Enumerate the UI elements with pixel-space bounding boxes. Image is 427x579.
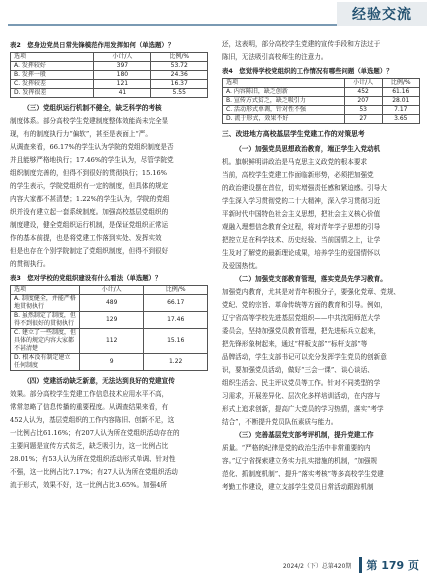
table2-caption: 表2 您身边党员日常先锋模范作用发挥如何（单选题）？	[10, 41, 175, 49]
sub-heading-3: （三）完善基层党支部考评机制，提升党建工作	[235, 431, 374, 439]
text-line: 机。旗帜鲜明讲政治是马克思主义政党的根本要求	[222, 158, 368, 166]
text-line: 组织制度完善的，但得不到很好的贯彻执行；15.16%	[10, 169, 168, 177]
text-line: 制度体系。部分高校学生党建制度整体效能尚未完全显	[10, 117, 169, 125]
text-line: 党纪、党的宗旨、革命传统等方面的教育和引导。例如，	[222, 301, 387, 309]
text-line: 陈旧，无法吸引高校师生的注意力。	[222, 53, 328, 61]
cell: 397	[94, 62, 151, 71]
text-line: 辽宁省高等学校先进基层党组织——中共沈阳师范大学	[222, 314, 381, 322]
table-row	[11, 71, 208, 80]
body-text-2	[10, 375, 208, 492]
body-text-1	[10, 102, 208, 271]
col-percent: 比例/%	[382, 79, 419, 88]
cell: 24.36	[151, 71, 208, 80]
cell: 15.16	[144, 329, 208, 354]
body-text-5	[222, 286, 420, 429]
cell: 28.01	[382, 97, 419, 106]
text-line: 品牌活动，学生支部书记可以充分发挥学生党员的创新意	[222, 353, 387, 361]
cell: 3.65	[382, 115, 419, 124]
cell: 489	[80, 295, 144, 312]
table4	[222, 67, 420, 124]
table-header	[11, 286, 208, 295]
text-line: 平新时代中国特色社会主义思想，把社会主义核心价值	[222, 210, 381, 218]
text-line: 形式上追求创新，提高广大党员的学习热情，落实“考学	[222, 405, 384, 413]
cell: 121	[94, 80, 151, 89]
text-line: 当前，高校学生党建工作面临新形势，必须把加强党	[222, 171, 374, 179]
text-line: 452人认为，基层党组织的工作内容陈旧、创新不足，这	[10, 416, 175, 424]
cell: A. 内容陈旧，缺乏创新	[223, 88, 345, 97]
table-row	[223, 88, 420, 97]
text-line: 组织生活会、民主评议党员等工作。针对不同类型的学	[222, 379, 381, 387]
header-bar	[0, 0, 427, 26]
text-line: 制度建设，健全党组织运行机制，是保证党组织正常运	[10, 221, 169, 229]
sub-heading-1: （一）加强党员思想政治教育，端正学生入党动机	[235, 145, 381, 153]
text-line: 生及对了解党的最新理论成果，培养学生的爱国情怀以	[222, 249, 381, 257]
col-option: 选项	[223, 79, 345, 88]
text-line: 结合”，不断提升党员队伍素质与能力。	[222, 418, 338, 426]
cell: 7.17	[382, 106, 419, 115]
text-line: 28.01%；有53人认为所在党组织活动形式单调、针对性	[10, 455, 176, 463]
cell: 5.55	[151, 89, 208, 98]
text-line: 但是也存在个别学院制定了党组织制度，但得不到很好	[10, 247, 169, 255]
text-line: 主要问题是宣传方式贫乏，缺乏吸引力，这一比例占比	[10, 442, 169, 450]
cell: B. 宣传方式贫乏，缺乏吸引力	[223, 97, 345, 106]
table-header	[223, 79, 420, 88]
text-line: 把控立足在科学技术、历史经验、当前国情之上，让学	[222, 236, 381, 244]
table-row	[11, 312, 208, 329]
right-column	[222, 38, 420, 494]
cell: 66.17	[144, 295, 208, 312]
text-line: 作的基本前提，也是将党建工作落到实处、发挥实效	[10, 234, 162, 242]
text-line: 效果。部分高校学生党建工作信息技术应用水平不高，	[10, 390, 169, 398]
table3	[10, 274, 208, 371]
col-count: 小计/人	[344, 79, 382, 88]
text-line: 现，有的制度执行力“偏软”，甚至是表面上“严。	[10, 130, 152, 138]
text-line: 一比例占比61.16%；有207人认为所在党组织活动存在的	[10, 429, 180, 437]
col-percent: 比例/%	[151, 53, 208, 62]
col-count: 小计/人	[80, 286, 144, 295]
text-line: 学生深入学习贯彻党的二十大精神，深入学习贯彻习近	[222, 197, 381, 205]
table4-caption: 表4 您觉得学校党组织的工作情况有哪些问题（单选题）？	[222, 67, 393, 75]
cell: 61.16	[382, 88, 419, 97]
cell: D. 发挥很差	[11, 89, 94, 98]
col-percent: 比例/%	[144, 286, 208, 295]
table-row	[11, 62, 208, 71]
cell: 41	[94, 89, 151, 98]
text-line: 把先锋形象树起来，通过“样板支部”“标杆支部”等	[222, 340, 368, 348]
cell: 53	[344, 106, 382, 115]
cell: A. 制度健全，并能严格地贯彻执行	[11, 295, 80, 312]
table-row	[11, 329, 208, 354]
text-line: 质量。“严格的纪律是党的政治生活中非常重要的内	[222, 444, 371, 452]
cell: C. 发挥较差	[11, 80, 94, 89]
cell: 16.37	[151, 80, 208, 89]
body-text-4	[222, 156, 420, 273]
text-line: （三）党组织运行机制不健全，缺乏科学的考核	[23, 104, 162, 112]
text-line: 识，要加强党员活动，做好“三会一课”、谈心谈话、	[222, 366, 374, 374]
text-line: 的学生表示，学院党组织有一定的制度，但具体的规定	[10, 182, 169, 190]
cell: 1.22	[144, 354, 208, 371]
cell: 180	[94, 71, 151, 80]
cell: 53.72	[151, 62, 208, 71]
section-title: 经验交流	[337, 2, 427, 26]
table-row	[223, 97, 420, 106]
text-line: 考勤工作建设，建立支部学生党员日常活动跟踪机制	[222, 483, 374, 491]
page-number: 第 179 页	[359, 557, 419, 573]
left-column	[10, 38, 208, 492]
cell: D. 流于形式，效果不好	[223, 115, 345, 124]
text-line: 习需求，开展差异化、层次化多样培训活动，在内容与	[222, 392, 381, 400]
text-line: 加强党内教育，尤其是对青年积极分子，要强化党章、党规、	[222, 288, 401, 296]
text-line: 容。”辽宁省探索建立务实力扎实措施的机制，“加强规	[222, 457, 378, 465]
cell: 9	[80, 354, 144, 371]
body-text-3	[222, 38, 420, 64]
text-line: 的政治建设摆在首位，切实增强责任感和紧迫感。引导大	[222, 184, 387, 192]
col-option: 选项	[11, 286, 80, 295]
text-line: 不强，这一比例占比7.17%；有27人认为所在党组织活动	[10, 468, 178, 476]
table-row	[223, 106, 420, 115]
table3-caption: 表3 您对学校的党组织建设有什么看法（单选题）？	[10, 274, 162, 282]
text-line: 常常忽略了信息传播的重要程度。从调查结果来看，有	[10, 403, 169, 411]
col-count: 小计/人	[94, 53, 151, 62]
section-heading: 三、改进地方高校基层学生党建工作的对策思考	[222, 130, 365, 138]
text-line: 的贯彻执行。	[10, 260, 50, 268]
text-line: 及爱国热忱。	[222, 262, 262, 270]
text-line: 观融入理想信念教育全过程，将对青年学子思想的引导	[222, 223, 381, 231]
cell: D. 根本没有制定建立任何制度	[11, 354, 80, 371]
cell: A. 发挥较好	[11, 62, 94, 71]
sub-heading-2: （二）加强党支部教育管理，落实党员先学习教育。	[235, 275, 387, 283]
text-line: 并且能够严格地执行；17.46%的学生认为，尽管学院党	[10, 156, 174, 164]
cell: C. 活动形式单调，针对性不强	[223, 106, 345, 115]
cell: 112	[80, 329, 144, 354]
text-line: 范化、抓制度机制”、提升“落实考核”等多高校学生党建	[222, 470, 384, 478]
table2	[10, 41, 208, 98]
body-text-6	[222, 442, 420, 494]
cell: B. 发挥一般	[11, 71, 94, 80]
cell: B. 虽然制定了制度，但得不到很好的贯彻执行	[11, 312, 80, 329]
cell: 207	[344, 97, 382, 106]
table-row	[11, 354, 208, 371]
header-rule	[8, 24, 340, 26]
text-line: 委员会，坚持加强党员教育管理，把先进标兵立起来，	[222, 327, 381, 335]
text-line: 内容大家都不甚清楚；1.22%的学生认为，学院的党组	[10, 195, 170, 203]
table-row	[11, 89, 208, 98]
text-line: 从调查来看，66.17%的学生认为学院的党组织制度是否	[10, 143, 174, 151]
cell: 27	[344, 115, 382, 124]
cell: C. 建立了一些制度，但具体的规定内容大家都不甚清楚	[11, 329, 80, 354]
col-option: 选项	[11, 53, 94, 62]
text-line: 流于形式，效果不好，这一比例占比3.65%。加强4所	[10, 481, 168, 489]
cell: 452	[344, 88, 382, 97]
text-line: 还，这表明，部分高校学生党建的宣传手段和方法过于	[222, 40, 381, 48]
table-row	[11, 80, 208, 89]
table-row	[11, 295, 208, 312]
text-line: 织并没有建立起一套系统制度。加强高校基层党组织的	[10, 208, 169, 216]
table-row	[223, 115, 420, 124]
issue-info: 2024/2（下）总第420期	[282, 562, 352, 570]
cell: 129	[80, 312, 144, 329]
text-line: （四）党建活动缺乏新意，无法达到良好的党建宣传	[23, 377, 175, 385]
cell: 17.46	[144, 312, 208, 329]
table-header	[11, 53, 208, 62]
page-footer	[283, 557, 419, 573]
